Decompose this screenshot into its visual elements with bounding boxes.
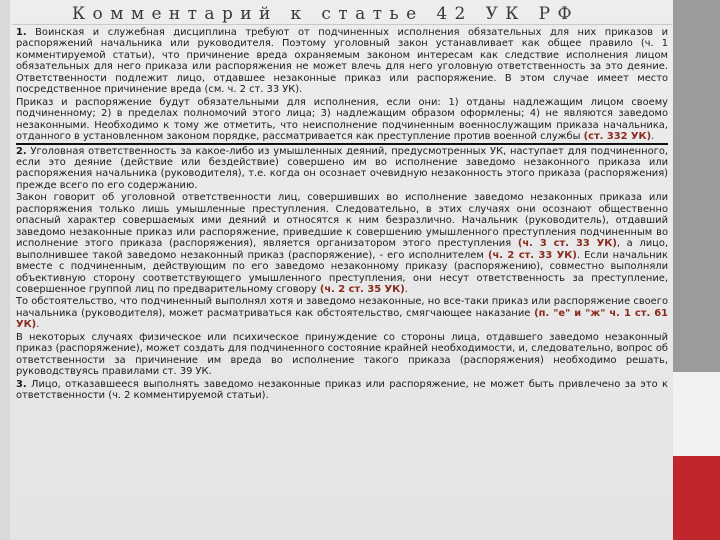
commentary-body	[16, 27, 668, 403]
paragraph-text: Лицо, отказавшееся выполнять заведомо незаконные приказ или распоряжение, не может быть привлечено за это к ответственности (ч. 2 комментируемой статьи).	[16, 378, 668, 402]
paragraph-number: 1.	[16, 27, 27, 38]
paragraph-1	[16, 27, 668, 96]
strip-white-block	[673, 372, 720, 456]
paragraph-text: То обстоятельство, что подчиненный выполнял хотя и заведомо незаконные, но все-таки приказ или распоряжение своего начальника (руководителя), может расматриваться как обстоятельство, смягчающее наказание	[16, 296, 668, 319]
paragraph-text: Приказ и распоряжение будут обязательными для исполнения, если они: 1) отданы надлежащим лицом своему подчиненному; 2) в пределах полномочий этого лица; 3) надлежащим образом оформлены; 4) не являются заведомо незаконными. Необходимо к тому же отметить, что неисполнение подчиненным военнослужащим приказа начальника, отданного в установленном законом порядке, рассматривается как преступление против военной службы	[16, 96, 668, 143]
left-rail	[0, 0, 10, 540]
paragraph-number: 2.	[16, 145, 27, 157]
paragraph-text: Закон говорит об уголовной ответственности лиц, совершивших во исполнение заведомо незаконных приказа или распоряжения только лишь умышленные преступления. Следовательно, в этих случаях они осознают общественно опасный характер совершаемых ими деяний и относятся к ним безразлично. Начальник (руководитель), отдавший заведомо незаконные приказ или распоряжение, приведшие к совершению умышленного преступления подчиненным во исполнение этого приказа (распоряжения), является организатором этого преступления	[16, 192, 668, 250]
law-reference: (ч. 2 ст. 35 УК)	[319, 283, 405, 295]
paragraph-3	[16, 379, 668, 402]
strip-red-block	[673, 456, 720, 540]
paragraph-text: В некоторых случаях физическое или психическое принуждение со стороны лица, отдавшего заведомо незаконный приказ (распоряжение), может создать для подчиненного состояние крайней необходимости, и, следовательно, вопрос об ответственности за причинение им вреда во исполнение такого приказа (распоряжения) необходимо решать, руководствуясь правилами ст. 39 УК.	[16, 331, 668, 378]
paragraph-text: Воинская и служебная дисциплина требуют от подчиненных исполнения обязательных для них приказов и распоряжений начальника или руководителя. Поэтому уголовный закон устанавливает как общее правило (ч. 1 комментируемой статьи), что причинение вреда охраняемым законом интересам как следствие исполнения лицом обязательных для него приказа или распоряжения не может влечь для него уголовную ответственность за это деяние. Ответственности подлежит лицо, отдавшее незаконные приказ или распоряжение. В этом случае имеет место посредственное причинение вреда (см. ч. 2 ст. 33 УК).	[16, 27, 668, 96]
paragraph-number: 3.	[16, 378, 27, 390]
law-reference: (ч. 3 ст. 33 УК)	[517, 238, 617, 250]
paragraph-obligatory-orders	[16, 97, 668, 145]
paragraph-intent	[16, 192, 668, 295]
law-reference: (п. "е" и "ж" ч. 1 ст. 61 УК)	[16, 307, 669, 331]
paragraph-2	[16, 146, 668, 192]
paragraph-coercion	[16, 332, 668, 378]
right-decor-strip	[673, 0, 720, 540]
paragraph-end: .	[36, 319, 40, 331]
title-divider	[12, 24, 672, 25]
law-reference: (ч. 2 ст. 33 УК)	[487, 249, 577, 261]
paragraph-mitigation	[16, 296, 668, 330]
law-reference: (ст. 332 УК)	[583, 131, 652, 143]
paragraph-end: .	[404, 283, 408, 295]
paragraph-end: .	[651, 131, 655, 143]
page-title: Комментарий к статье 42 УК РФ	[72, 4, 579, 24]
paragraph-text: Уголовная ответственность за какое-либо из умышленных деяний, предусмотренных УК, наступает для подчиненного, если это деяние (действие или бездействие) совершено им во исполнение заведомо незаконного приказа или распоряжения начальника (руководителя), т.е. когда он осознает очевидную незаконность этого приказа (распоряжения) прежде всего по его содержанию.	[16, 145, 668, 191]
strip-gray-block	[673, 0, 720, 372]
paragraph-text: . Если начальник вместе с подчиненным, действующим по его заведомо незаконному приказу (распоряжению), совместно выполняли объективную сторону соответствующего умышленного преступления, они несут ответственность за преступление, совершенное группой лиц по предварительному сговору	[16, 249, 669, 295]
paragraph-text: , а лицо, выполнившее такой заведомо незаконный приказ (распоряжение), - его исполнителем	[16, 238, 669, 261]
